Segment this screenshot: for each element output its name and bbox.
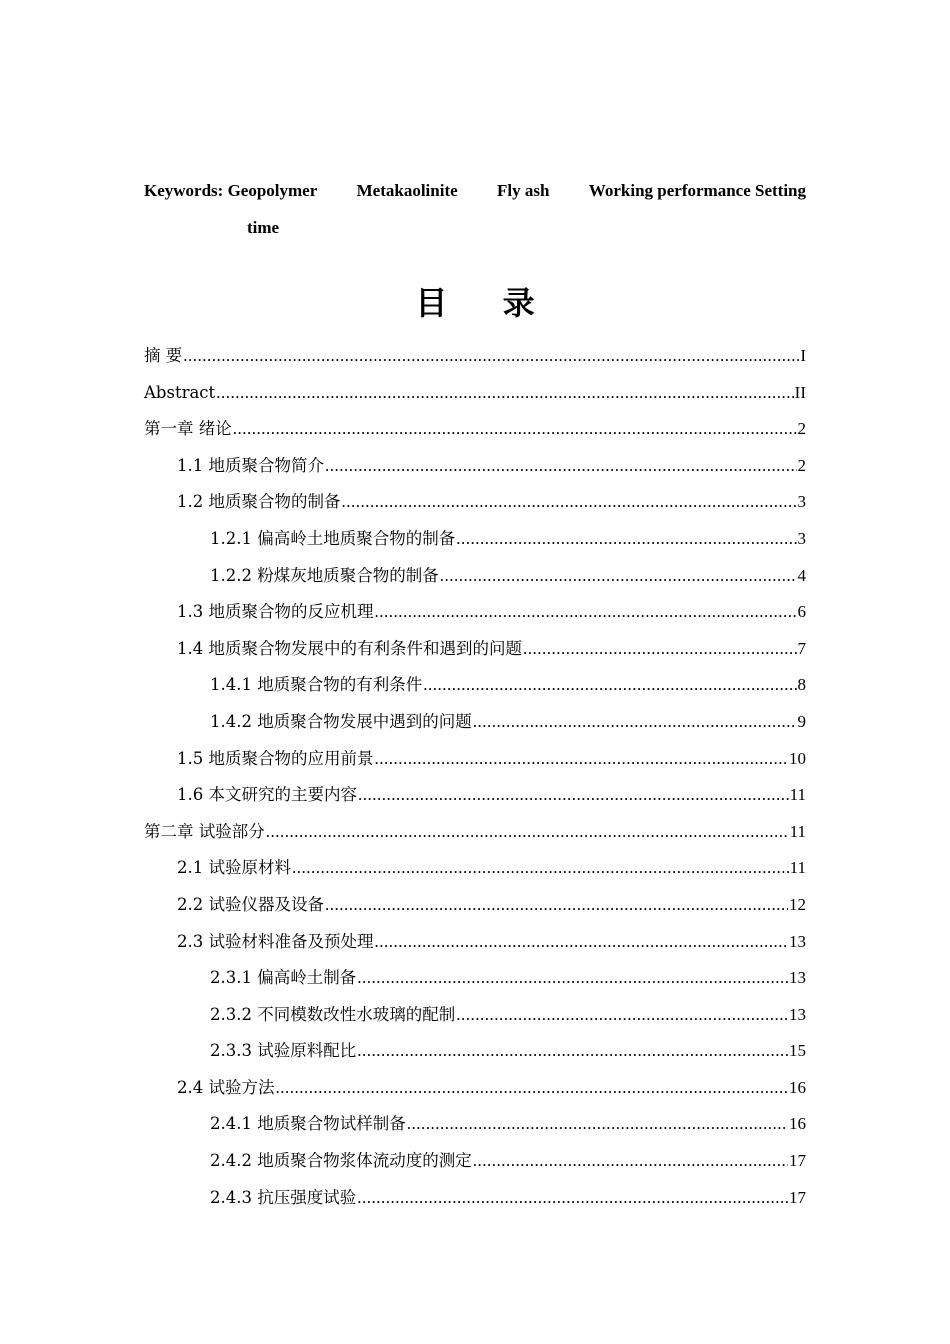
toc-dot-leader bbox=[456, 997, 788, 1034]
toc-entry[interactable] bbox=[144, 521, 806, 558]
toc-dot-leader bbox=[375, 741, 789, 778]
toc-entry-page: 13 bbox=[789, 968, 806, 988]
keywords-line bbox=[144, 172, 806, 209]
toc-entry[interactable] bbox=[144, 1180, 806, 1217]
toc-entry-label: 2.2 试验仪器及设备 bbox=[177, 894, 324, 914]
toc-entry-label: 摘 要 bbox=[144, 346, 183, 365]
toc-dot-leader bbox=[325, 448, 797, 485]
toc-dot-leader bbox=[523, 631, 797, 668]
toc-entry-page: 11 bbox=[789, 785, 806, 805]
toc-entry-page: 15 bbox=[789, 1041, 806, 1061]
toc-entry-label: 1.3 地质聚合物的反应机理 bbox=[177, 602, 374, 622]
toc-entry-page: 4 bbox=[797, 565, 806, 585]
toc-entry-label: 第一章 绪论 bbox=[144, 419, 232, 439]
toc-entry[interactable] bbox=[144, 338, 806, 375]
toc-entry-page: 6 bbox=[797, 602, 806, 622]
toc-entry[interactable] bbox=[144, 1033, 806, 1070]
toc-entry-label: 2.3.1 偏高岭土制备 bbox=[210, 968, 357, 988]
toc-entry[interactable] bbox=[144, 850, 806, 887]
toc-entry[interactable] bbox=[144, 594, 806, 631]
toc-entry[interactable] bbox=[144, 997, 806, 1034]
toc-entry-label: 2.4.2 地质聚合物浆体流动度的测定 bbox=[210, 1151, 472, 1171]
keyword-item: Keywords: Geopolymer bbox=[144, 181, 318, 200]
toc-entry-label: 2.3 试验材料准备及预处理 bbox=[177, 931, 374, 951]
toc-dot-leader bbox=[375, 594, 797, 631]
toc-entry-label: 1.2 地质聚合物的制备 bbox=[177, 492, 341, 512]
toc-entry-page: 17 bbox=[789, 1151, 806, 1171]
toc-entry[interactable] bbox=[144, 741, 806, 778]
toc-entry[interactable] bbox=[144, 411, 806, 448]
toc-dot-leader bbox=[342, 484, 797, 521]
toc-dot-leader bbox=[276, 1070, 789, 1107]
toc-dot-leader bbox=[357, 960, 788, 997]
toc-entry-page: 16 bbox=[789, 1114, 806, 1134]
toc-entry[interactable] bbox=[144, 667, 806, 704]
toc-entry[interactable] bbox=[144, 924, 806, 961]
toc-entry-page: 2 bbox=[797, 455, 806, 475]
toc-dot-leader bbox=[473, 704, 797, 741]
keywords-block bbox=[144, 172, 806, 246]
keywords-continuation: time bbox=[247, 218, 280, 237]
toc-dot-leader bbox=[266, 814, 789, 851]
toc-dot-leader bbox=[375, 924, 789, 961]
toc-entry[interactable] bbox=[144, 631, 806, 668]
toc-entry-page: 17 bbox=[789, 1187, 806, 1207]
toc-entry-label: 2.1 试验原材料 bbox=[177, 858, 291, 878]
toc-dot-leader bbox=[183, 338, 799, 375]
toc-dot-leader bbox=[473, 1143, 788, 1180]
toc-entry[interactable] bbox=[144, 1106, 806, 1143]
toc-entry-label: 2.4.3 抗压强度试验 bbox=[210, 1187, 357, 1207]
toc-entry-page: 16 bbox=[789, 1077, 806, 1097]
toc-entry-label: 1.5 地质聚合物的应用前景 bbox=[177, 748, 374, 768]
toc-dot-leader bbox=[357, 1180, 788, 1217]
toc-entry-label: 1.1 地质聚合物简介 bbox=[177, 455, 324, 475]
toc-entry-label: Abstract bbox=[144, 382, 216, 402]
toc-dot-leader bbox=[358, 777, 789, 814]
toc-entry-label: 1.2.2 粉煤灰地质聚合物的制备 bbox=[210, 565, 439, 585]
toc-entry-label: 1.4 地质聚合物发展中的有利条件和遇到的问题 bbox=[177, 638, 522, 658]
table-of-contents bbox=[144, 338, 806, 1216]
keyword-item: Fly ash bbox=[497, 181, 550, 200]
toc-entry-label: 1.6 本文研究的主要内容 bbox=[177, 785, 357, 805]
toc-entry[interactable] bbox=[144, 484, 806, 521]
toc-dot-leader bbox=[357, 1033, 788, 1070]
toc-entry[interactable] bbox=[144, 448, 806, 485]
toc-dot-leader bbox=[292, 850, 789, 887]
toc-entry[interactable] bbox=[144, 814, 806, 851]
toc-entry-label: 第二章 试验部分 bbox=[144, 821, 265, 841]
toc-title: 目 录 bbox=[415, 284, 557, 322]
toc-dot-leader bbox=[456, 521, 796, 558]
toc-entry[interactable] bbox=[144, 777, 806, 814]
toc-dot-leader bbox=[440, 558, 797, 595]
keyword-item: Working performance Setting bbox=[588, 181, 806, 200]
toc-entry-page: 9 bbox=[797, 711, 806, 731]
toc-entry-page: 2 bbox=[797, 419, 806, 439]
toc-entry-page: 13 bbox=[789, 931, 806, 951]
toc-entry-page: I bbox=[800, 346, 806, 365]
toc-entry-label: 2.3.2 不同模数改性水玻璃的配制 bbox=[210, 1004, 456, 1024]
keyword-item: Metakaolinite bbox=[356, 181, 458, 200]
toc-entry-page: 13 bbox=[789, 1004, 806, 1024]
toc-entry-label: 2.4 试验方法 bbox=[177, 1077, 275, 1097]
toc-entry[interactable] bbox=[144, 375, 806, 412]
toc-entry-page: 12 bbox=[789, 894, 806, 914]
toc-entry-label: 2.4.1 地质聚合物试样制备 bbox=[210, 1114, 406, 1134]
toc-dot-leader bbox=[233, 411, 797, 448]
toc-entry-label: 1.4.2 地质聚合物发展中遇到的问题 bbox=[210, 711, 472, 731]
toc-entry-page: 3 bbox=[797, 528, 806, 548]
toc-entry-label: 1.4.1 地质聚合物的有利条件 bbox=[210, 675, 423, 695]
toc-entry-page: 11 bbox=[789, 821, 806, 841]
toc-entry[interactable] bbox=[144, 558, 806, 595]
toc-entry-label: 1.2.1 偏高岭土地质聚合物的制备 bbox=[210, 528, 456, 548]
toc-dot-leader bbox=[325, 887, 788, 924]
toc-entry-page: 3 bbox=[797, 492, 806, 512]
toc-entry[interactable] bbox=[144, 1070, 806, 1107]
toc-entry[interactable] bbox=[144, 1143, 806, 1180]
toc-entry[interactable] bbox=[144, 887, 806, 924]
toc-entry[interactable] bbox=[144, 704, 806, 741]
toc-entry[interactable] bbox=[144, 960, 806, 997]
toc-entry-page: II bbox=[794, 382, 806, 402]
toc-entry-page: 7 bbox=[797, 638, 806, 658]
toc-entry-page: 8 bbox=[797, 675, 806, 695]
toc-dot-leader bbox=[407, 1106, 788, 1143]
toc-entry-page: 10 bbox=[789, 748, 806, 768]
toc-entry-page: 11 bbox=[789, 858, 806, 878]
toc-entry-label: 2.3.3 试验原料配比 bbox=[210, 1041, 357, 1061]
toc-dot-leader bbox=[423, 667, 796, 704]
toc-dot-leader bbox=[216, 375, 793, 412]
